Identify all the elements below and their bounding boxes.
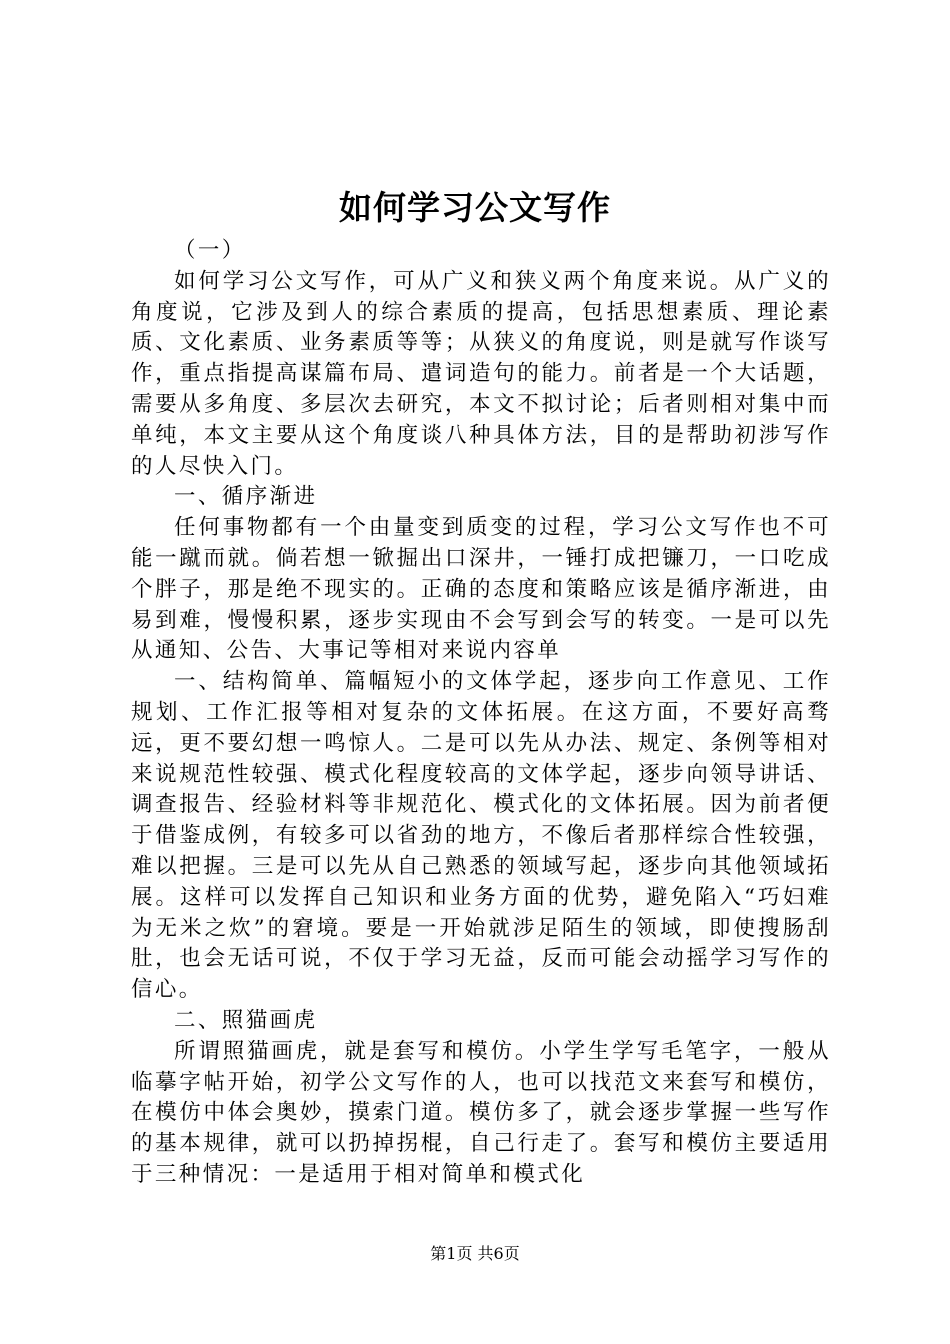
section-heading-1: 一、循序渐进 (174, 484, 318, 510)
document-body (131, 236, 831, 1191)
paragraph-3: 所谓照猫画虎，就是套写和模仿。小学生学写毛笔字，一般从临摹字帖开始，初学公文写作的人，也可以找范文来套写和模仿，在模仿中体会奥妙，摸索门道。模仿多了，就会逐步掌握一些写作的基本规律，就可以扔掉拐棍，自己行走了。套写和模仿主要适用于三种情况：一是适用于相对简单和模式化 (131, 1038, 831, 1187)
paragraph-intro: 如何学习公文写作，可从广义和狭义两个角度来说。从广义的角度说，它涉及到人的综合素质的提高，包括思想素质、理论素质、文化素质、业务素质等等；从狭义的角度说，则是就写作谈写作，重点指提高谋篇布局、遣词造句的能力。前者是一个大话题，需要从多角度、多层次去研究，本文不拟讨论；后者则相对集中而单纯，本文主要从这个角度谈八种具体方法，目的是帮助初涉写作的人尽快入门。 (131, 268, 831, 479)
paragraph-2: 一、结构简单、篇幅短小的文体学起，逐步向工作意见、工作规划、工作汇报等相对复杂的文体拓展。在这方面，不要好高骛远，更不要幻想一鸣惊人。二是可以先从办法、规定、条例等相对来说规范性较强、模式化程度较高的文体学起，逐步向领导讲话、调查报告、经验材料等非规范化、模式化的文体拓展。因为前者便于借鉴成例，有较多可以省劲的地方，不像后者那样综合性较强，难以把握。三是可以先从自己熟悉的领域写起，逐步向其他领域拓展。这样可以发挥自己知识和业务方面的优势，避免陷入“巧妇难为无米之炊”的窘境。要是一开始就涉足陌生的领域，即使搜肠刮肚，也会无话可说，不仅于学习无益，反而可能会动摇学习写作的信心。 (131, 669, 831, 1003)
paragraph-1: 任何事物都有一个由量变到质变的过程，学习公文写作也不可能一蹴而就。倘若想一锨掘出口深井，一锤打成把镰刀，一口吃成个胖子，那是绝不现实的。正确的态度和策略应该是循序渐进，由易到难，慢慢积累，逐步实现由不会写到会写的转变。一是可以先从通知、公告、大事记等相对来说内容单 (131, 515, 831, 664)
page-footer: 第1页 共6页 (430, 1244, 520, 1263)
document-title: 如何学习公文写作 (339, 188, 611, 227)
section-marker: （一） (174, 238, 246, 263)
section-heading-2: 二、照猫画虎 (174, 1007, 318, 1033)
